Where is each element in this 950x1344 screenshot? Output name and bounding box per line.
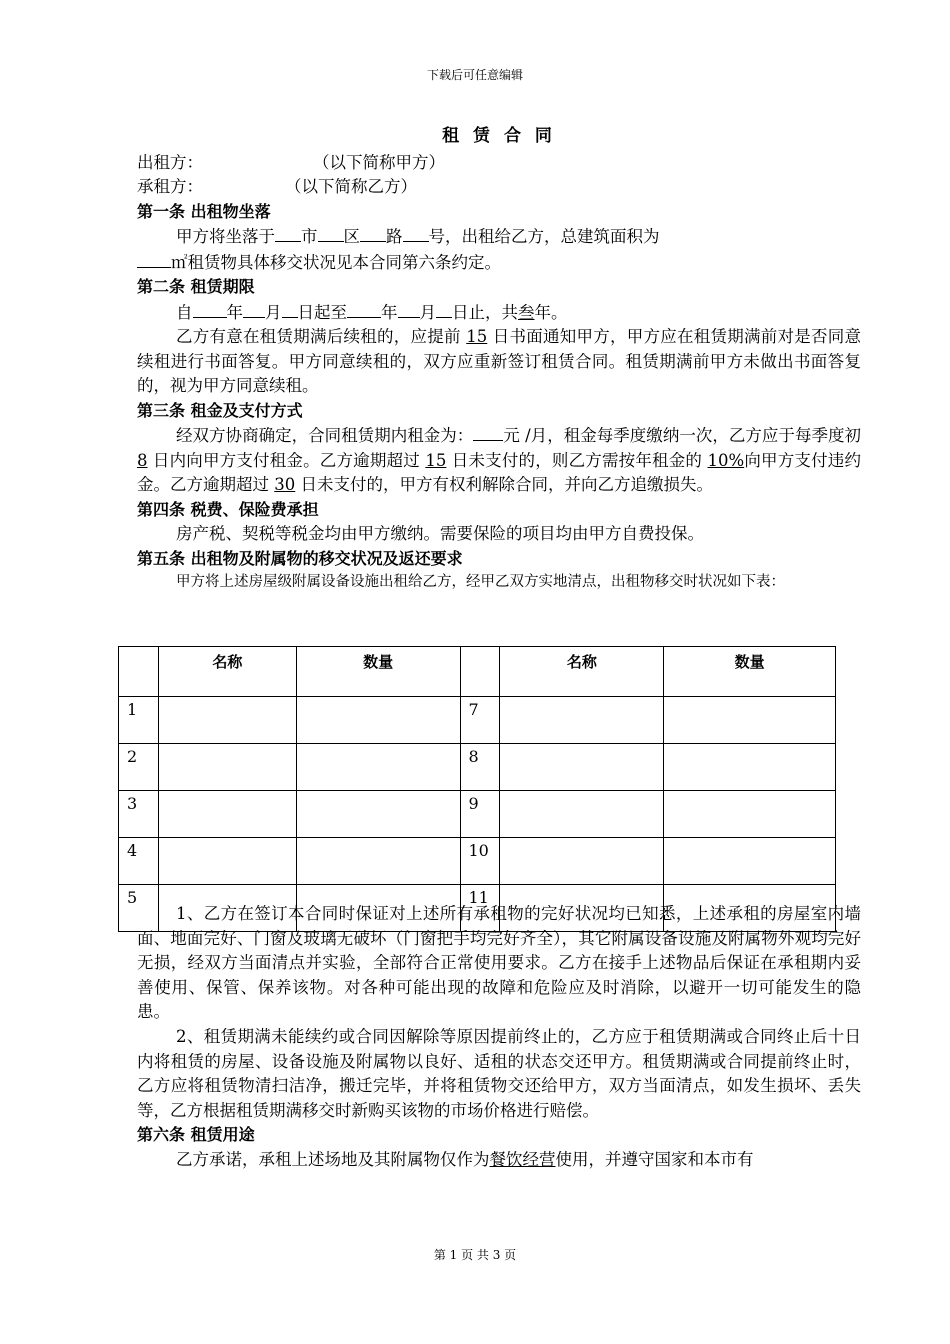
s3-f: 日未支付的，则乙方需按年租金的: [446, 450, 708, 470]
blank-city: [275, 224, 301, 242]
row-index: 1: [119, 697, 159, 744]
table-header-index: [119, 647, 159, 697]
section-3-heading: 第三条 租金及支付方式: [137, 400, 303, 420]
s1-text-1: 甲方将坐落于: [176, 227, 275, 246]
row-index: 7: [460, 697, 500, 744]
s2-term-years: 叁: [518, 302, 535, 322]
s1-text-6: ㎡租赁物具体移交状况见本合同第六条约定。: [171, 252, 501, 272]
row-index: 5: [119, 885, 159, 932]
s6-usage: 餐饮经营: [489, 1149, 556, 1169]
s6-c: 使用，并遵守国家和本市有: [555, 1149, 754, 1169]
s2-p2a: 乙方有意在租赁期满后续租的，应提前: [176, 327, 467, 346]
blank-end-day: [436, 300, 452, 318]
table-header-name-2: 名称: [500, 647, 664, 697]
row-index: 8: [460, 744, 500, 791]
cell-name[interactable]: [500, 744, 664, 791]
blank-road: [360, 224, 386, 242]
section-2-dates: [137, 300, 861, 326]
section-2-renewal: [137, 325, 861, 399]
section-5-intro: 甲方将上述房屋级附属设备设施出租给乙方，经甲乙双方实地清点，出租物移交时状况如下表：: [176, 574, 785, 590]
table-header-name: 名称: [158, 647, 296, 697]
table-header-qty: 数量: [296, 647, 460, 697]
cell-qty[interactable]: [296, 838, 460, 885]
s3-d: 日内向甲方支付租金。乙方逾期超过: [147, 450, 426, 470]
row-index: 10: [460, 838, 500, 885]
cell-qty[interactable]: [296, 744, 460, 791]
s3-a: 经双方协商确定，合同租赁期内租金为：: [176, 426, 474, 445]
s2-d1: 自: [176, 302, 193, 322]
cell-name[interactable]: [500, 838, 664, 885]
s3-j: 日未支付的，甲方有权利解除合同，并向乙方追缴损失。: [295, 475, 713, 494]
lessor-line: [137, 151, 861, 176]
table-row: [119, 744, 836, 791]
s3-late-days: 15: [425, 450, 447, 470]
section-4-heading: 第四条 税费、保险费承担: [137, 499, 319, 519]
blank-number: [403, 224, 429, 242]
s6-a: 乙方承诺，承租上述场地及其附属物仅作为: [176, 1149, 490, 1169]
lessee-line: [137, 175, 861, 200]
section-2-heading: 第二条 租赁期限: [137, 277, 255, 296]
s2-d5: 年: [381, 302, 398, 322]
contract-title: 租 赁 合 同: [442, 126, 556, 146]
lessor-label: 出租方：: [137, 152, 203, 172]
cell-qty[interactable]: [664, 697, 836, 744]
section-1-line-2: [137, 250, 861, 276]
blank-start-year: [193, 300, 227, 318]
row-index: 11: [460, 885, 500, 932]
cell-name[interactable]: [158, 791, 296, 838]
s1-text-3: 区: [343, 227, 360, 246]
blank-end-year: [347, 300, 381, 318]
s1-text-2: 市: [301, 227, 318, 246]
blank-end-month: [398, 300, 420, 318]
s1-text-5: 号，出租给乙方，总建筑面积为: [428, 227, 660, 246]
section-6-heading: 第六条 租赁用途: [137, 1125, 255, 1145]
cell-qty[interactable]: [664, 791, 836, 838]
section-4-text: 房产税、契税等税金均由甲方缴纳。需要保险的项目均由甲方自费投保。: [176, 524, 704, 543]
blank-area: [137, 250, 171, 268]
s1-text-4: 路: [386, 227, 403, 246]
cell-name[interactable]: [500, 791, 664, 838]
section-6-text: [137, 1148, 861, 1173]
cell-qty[interactable]: [296, 697, 460, 744]
cell-name[interactable]: [158, 838, 296, 885]
s2-d9: 年。: [534, 302, 568, 322]
section-5-clause-2: 2、租赁期满未能续约或合同因解除等原因提前终止的，乙方应于租赁期满或合同终止后十日内将租赁的房屋、设备设施及附属物以良好、适租的状态交还甲方。租赁期满或合同提前终止时，乙方应将租赁物清扫洁净，搬迁完毕，并将租赁物交还给甲方，双方当面清点，如发生损坏、丢失等，乙方根据租赁期满移交时新购买该物的市场价格进行赔偿。: [137, 1026, 861, 1120]
cell-qty[interactable]: [664, 744, 836, 791]
page-footer: 第 1 页 共 3 页: [433, 1248, 517, 1262]
handover-table: [118, 646, 836, 932]
cell-name[interactable]: [158, 697, 296, 744]
cell-qty[interactable]: [664, 838, 836, 885]
section-5-heading: 第五条 出租物及附属物的移交状况及返还要求: [137, 548, 463, 568]
cell-qty[interactable]: [296, 791, 460, 838]
row-index: 4: [119, 838, 159, 885]
blank-district: [318, 224, 344, 242]
s2-d7: 日止，共: [452, 302, 518, 322]
lessee-note: （以下简称乙方）: [285, 177, 417, 196]
s2-p2b: 日书面通知甲方，甲方应在租赁期满前对是否同意续租进行书面答复。甲方同意续租的，双方应重新签订租赁合同。租赁期满前甲方未做出书面答复的，视为甲方同意续租。: [137, 327, 861, 395]
section-3-text: [137, 423, 861, 498]
s2-d2: 年: [226, 302, 243, 322]
row-index: 3: [119, 791, 159, 838]
s3-h: 向甲方支付违约金。乙方逾期超过: [137, 450, 861, 494]
cell-name[interactable]: [158, 744, 296, 791]
s3-b: 元 /月，租金每季度缴纳一次，乙方应于每季度初: [503, 426, 862, 445]
s2-d6: 月: [419, 302, 436, 322]
s2-d4: 日起至: [297, 302, 347, 322]
s2-notice-days: 15: [466, 327, 488, 346]
contract-body: [137, 124, 861, 593]
table-row: [119, 791, 836, 838]
table-row: [119, 838, 836, 885]
s3-pay-days: 8: [137, 450, 148, 470]
section-1-heading: 第一条 出租物坐落: [137, 201, 271, 221]
s2-d3: 月: [265, 302, 282, 322]
table-header-row: [119, 647, 836, 697]
section-1-line-1: [137, 224, 861, 250]
lessee-label: 承租方：: [137, 177, 203, 196]
section-5-clause-1: 1、乙方在签订本合同时保证对上述所有承租物的完好状况均已知悉，上述承租的房屋室内墙面、地面完好、门窗及玻璃无破坏（门窗把手均完好齐全），其它附属设备设施及附属物外观均完好无损，经双方当面清点并实验，全部符合正常使用要求。乙方在接手上述物品后保证在承租期内妥善使用、保管、保养该物。对各种可能出现的故障和危险应及时消除，以避开一切可能发生的隐患。: [137, 904, 861, 1022]
post-table-content: [137, 902, 861, 1173]
cell-name[interactable]: [500, 697, 664, 744]
row-index: 2: [119, 744, 159, 791]
header-note: 下载后可任意编辑: [426, 68, 523, 82]
blank-start-day: [282, 300, 298, 318]
table-row: [119, 697, 836, 744]
row-index: 9: [460, 791, 500, 838]
s3-termination-days: 30: [274, 475, 296, 494]
blank-start-month: [243, 300, 265, 318]
table-header-index-2: [460, 647, 500, 697]
s3-penalty-rate: 10%: [707, 450, 745, 470]
table-header-qty-2: 数量: [664, 647, 836, 697]
blank-rent: [473, 423, 503, 441]
lessor-note: （以下简称甲方）: [313, 152, 445, 172]
